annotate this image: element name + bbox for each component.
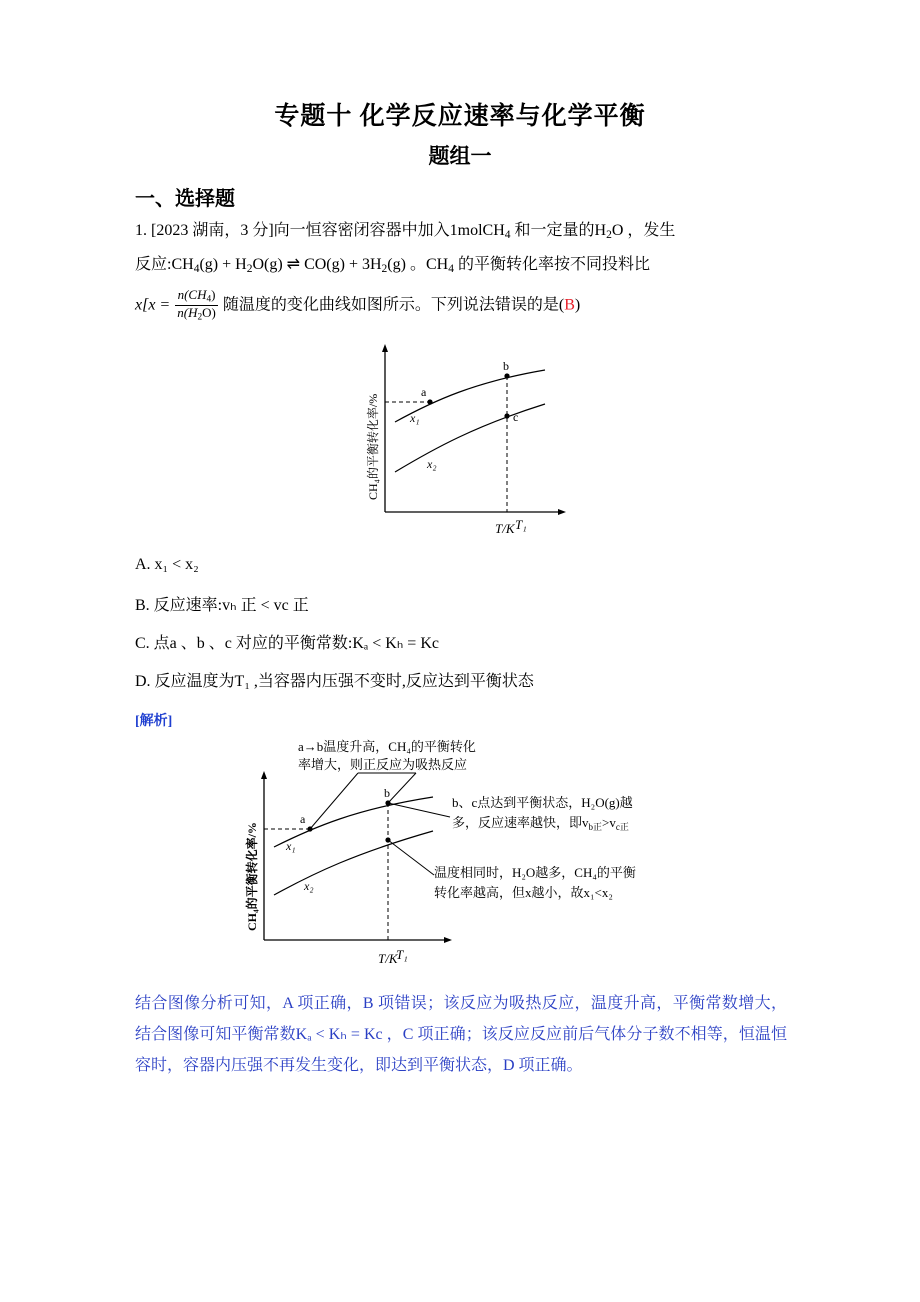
question-line-1 (135, 218, 795, 248)
explanation-text: 结合图像分析可知，A 项正确，B 项错误；该反应为吸热反应，温度升高，平衡常数增大，结合图像可知平衡常数Kₐ < Kₕ = Kс ，C 项正确；该反应反应前后气体分子数不相等，恒温恒容时，容器内压强不再发生变化，即达到平衡状态，D 项正确。 (135, 995, 787, 1074)
x-axis-tick-T1-2: T₁ (396, 947, 408, 962)
ratio-close: ) (574, 296, 581, 314)
ratio-fraction (175, 288, 218, 324)
ratio-num-text: n(CH (177, 287, 207, 302)
question-line-2 (135, 252, 835, 282)
x-axis-arrow-2 (444, 937, 452, 943)
leader-bottom (388, 840, 434, 875)
label-curve-x1: x₁ (410, 411, 420, 425)
label-curve-x2: x₂ (427, 457, 437, 471)
option-a: A. x₁ < x₂ (135, 556, 199, 573)
page-title: 专题十 化学反应速率与化学平衡 (274, 103, 646, 130)
ratio-den-end: O) (202, 305, 216, 321)
option-b: B. 反应速率:vₕ 正 < vс 正 (135, 597, 309, 614)
curve2-x1 (274, 797, 433, 847)
option-d: D. 反应温度为T₁ ,当容器内压强不变时,反应达到平衡状态 (135, 673, 534, 690)
x-axis-label: T/K (495, 521, 515, 536)
ratio-suffix: 随温度的变化曲线如图所示。下列说法错误的是( (218, 296, 565, 314)
question-line-2-c: (g) + H (199, 256, 247, 273)
question-line-1-b: 4 (504, 229, 511, 242)
question-line-1-d: 2 (606, 229, 612, 242)
label-point-a: a (421, 385, 427, 399)
ratio-numerator (175, 288, 218, 306)
label-point-c: c (513, 410, 519, 424)
question-line-3 (135, 288, 835, 324)
curve2-x2 (274, 831, 433, 895)
question-line-2-e: O(g) ⇌ CO(g) + 3H (252, 256, 382, 273)
label-point-b: b (503, 359, 509, 373)
chart1-svg (355, 340, 585, 545)
question-line-1-c: 和一定量的H (510, 222, 607, 239)
label-curve-x2-2: x₂ (304, 879, 314, 893)
question-line-1-a: 1. [2023 湖南，3 分]向一恒容密闭容器中加入1molCH (135, 222, 505, 239)
annotation-top-line1: a→b温度升高，CH₄的平衡转化 (298, 739, 476, 754)
question-line-2-g: (g) 。CH (387, 256, 449, 273)
annotation-bottom-line2: 转化率越高，但x越小，故x₁<x₂ (434, 885, 613, 900)
question-line-2-f: 2 (381, 263, 388, 276)
question-line-2-i: 的平衡转化率按不同投料比 (453, 256, 650, 273)
y-axis-arrow (382, 344, 388, 352)
question-line-2-d: 2 (246, 263, 253, 276)
x-axis-arrow (558, 509, 566, 515)
question-line-2-h: 4 (448, 263, 454, 276)
ratio-num-sub: 4 (206, 294, 212, 305)
y-axis-arrow-2 (261, 771, 267, 779)
y-axis-label: CH₄的平衡转化率/% (366, 393, 380, 500)
ratio-num-end: ) (211, 287, 216, 302)
annotation-top-line2: 率增大，则正反应为吸热反应 (298, 757, 468, 772)
ratio-den-sub: 2 (197, 312, 203, 323)
question-line-2-b: 4 (193, 263, 200, 276)
point-a-marker (427, 399, 432, 404)
label-curve-x1-2: x₁ (286, 839, 296, 853)
section-heading: 一、选择题 (135, 188, 235, 210)
x-axis-tick-T1: T₁ (515, 517, 527, 532)
figure-annotated-equilibrium (238, 735, 798, 980)
label-point-a-2: a (300, 812, 306, 826)
annotation-bottom-line1: 温度相同时，H₂O越多，CH₄的平衡 (434, 865, 636, 880)
figure-equilibrium-curves (355, 340, 585, 545)
option-c: C. 点a 、b 、c 对应的平衡常数:Kₐ < Kₕ = Kс (135, 635, 439, 652)
ratio-prefix: x[x = (135, 296, 175, 314)
question-line-2-a: 反应:CH (135, 256, 194, 273)
leader-right (388, 803, 450, 817)
page-subtitle: 题组一 (428, 144, 492, 168)
leader-top-2 (388, 773, 416, 803)
annotation-right-line2: 多，反应速率越快，即$v_{b正}>v_{c正}$ (452, 815, 629, 832)
y-axis-label-2: CH₄的平衡转化率/% (245, 822, 259, 931)
annotation-right-line1: b、c点达到平衡状态，H₂O(g)越 (452, 795, 633, 810)
ratio-denominator (175, 306, 218, 323)
ratio-den-text: n(H (177, 305, 198, 321)
question-line-1-e: O ，发生 (611, 222, 676, 239)
x-axis-label-2: T/K (378, 951, 398, 966)
answer-letter: B (564, 296, 575, 314)
label-point-b-2: b (384, 786, 390, 800)
chart2-svg (238, 735, 798, 980)
analysis-label: [解析] (135, 714, 173, 729)
point-b-marker (504, 373, 509, 378)
point-c-marker (504, 413, 509, 418)
